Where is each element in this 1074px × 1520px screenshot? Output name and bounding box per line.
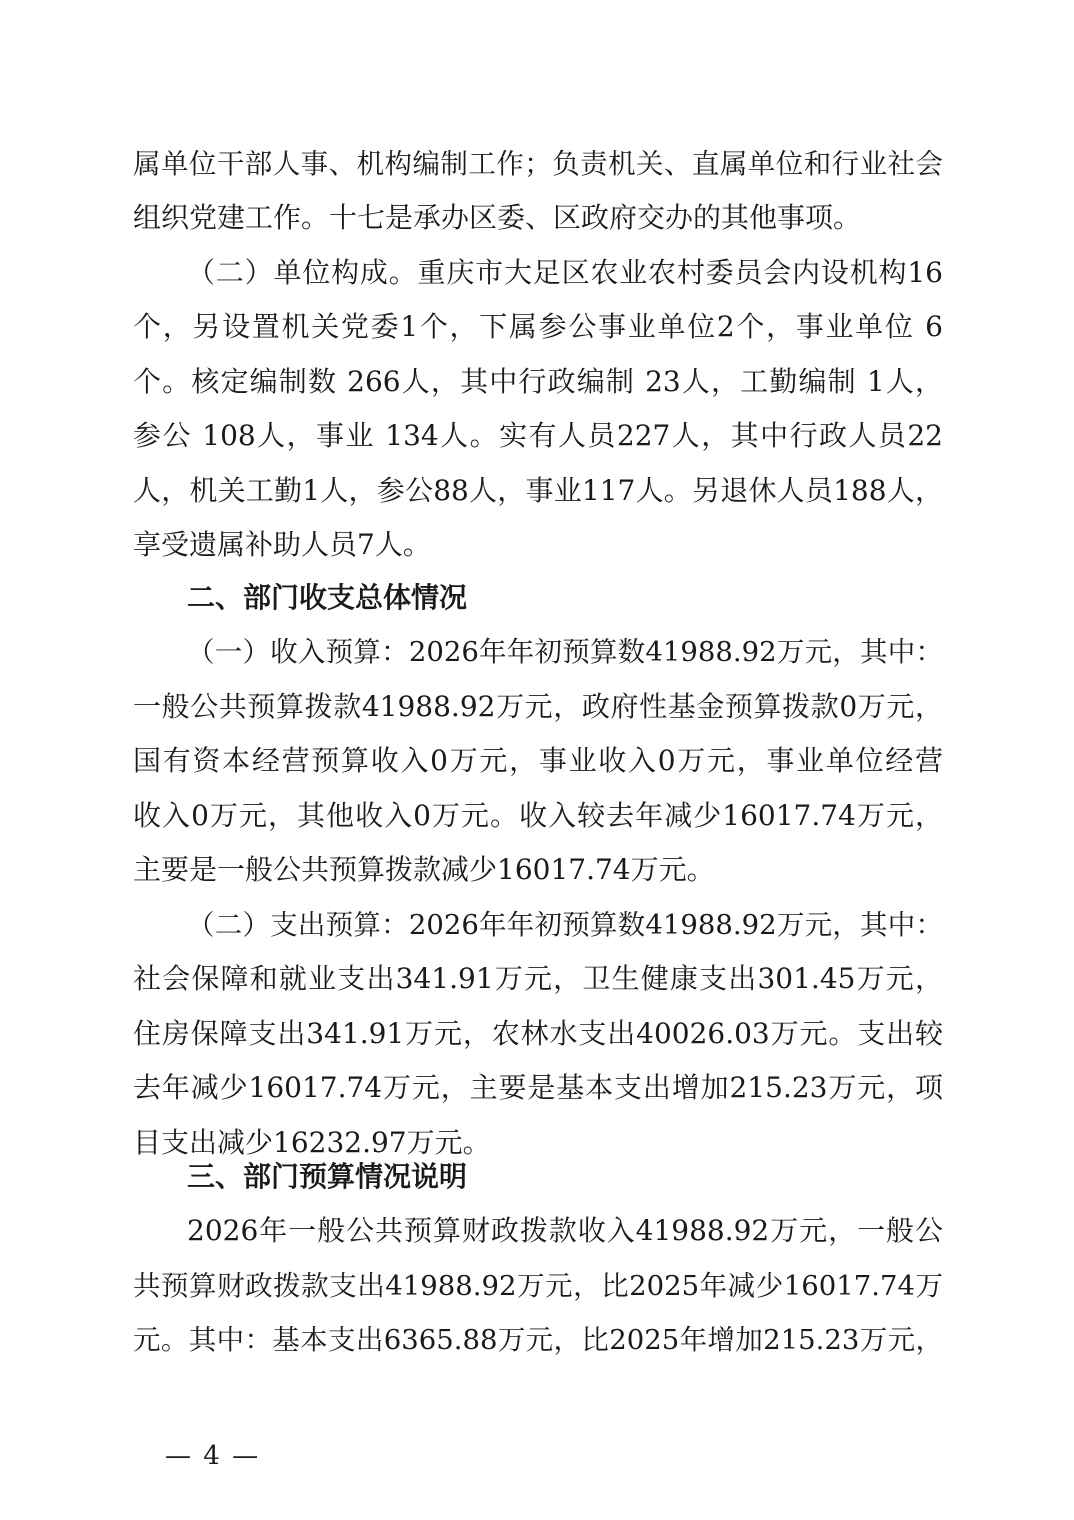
section-heading: 三、部门预算情况说明: [187, 1160, 468, 1193]
paragraph-line: 个。核定编制数 266人，其中行政编制 23人，工勤编制 1人，: [133, 365, 943, 398]
paragraph-line: 主要是一般公共预算拨款减少16017.74万元。: [133, 853, 715, 886]
paragraph-line: 收入0万元，其他收入0万元。收入较去年减少16017.74万元，: [133, 799, 943, 832]
paragraph-line: 国有资本经营预算收入0万元，事业收入0万元，事业单位经营: [133, 744, 943, 777]
section-heading: 二、部门收支总体情况: [187, 581, 468, 614]
paragraph-line: 社会保障和就业支出341.91万元，卫生健康支出301.45万元，: [133, 962, 943, 995]
paragraph-line: 去年减少16017.74万元，主要是基本支出增加215.23万元，项: [133, 1071, 943, 1104]
paragraph-line: 2026年一般公共预算财政拨款收入41988.92万元，一般公: [187, 1214, 943, 1247]
paragraph-line: 个，另设置机关党委1个，下属参公事业单位2个，事业单位 6: [133, 310, 943, 343]
paragraph-line: 元。其中：基本支出6365.88万元，比2025年增加215.23万元，: [133, 1324, 943, 1356]
page-number: — 4 —: [165, 1441, 261, 1471]
paragraph-line: 一般公共预算拨款41988.92万元，政府性基金预算拨款0万元，: [133, 690, 943, 723]
paragraph-line: （二）单位构成。重庆市大足区农业农村委员会内设机构16: [187, 256, 943, 289]
paragraph-line: 属单位干部人事、机构编制工作；负责机关、直属单位和行业社会: [133, 148, 943, 180]
paragraph-line: 组织党建工作。十七是承办区委、区政府交办的其他事项。: [133, 201, 862, 234]
paragraph-line: （二）支出预算：2026年年初预算数41988.92万元，其中：: [187, 909, 943, 941]
paragraph-line: 住房保障支出341.91万元，农林水支出40026.03万元。支出较: [133, 1017, 943, 1050]
paragraph-line: （一）收入预算：2026年年初预算数41988.92万元，其中：: [187, 636, 943, 668]
paragraph-line: 参公 108人，事业 134人。实有人员227人，其中行政人员22: [133, 419, 943, 452]
paragraph-line: 共预算财政拨款支出41988.92万元，比2025年减少16017.74万: [133, 1270, 943, 1302]
paragraph-line: 享受遗属补助人员7人。: [133, 528, 431, 561]
paragraph-line: 目支出减少16232.97万元。: [133, 1126, 491, 1159]
paragraph-line: 人，机关工勤1人，参公88人，事业117人。另退休人员188人，: [133, 474, 943, 507]
